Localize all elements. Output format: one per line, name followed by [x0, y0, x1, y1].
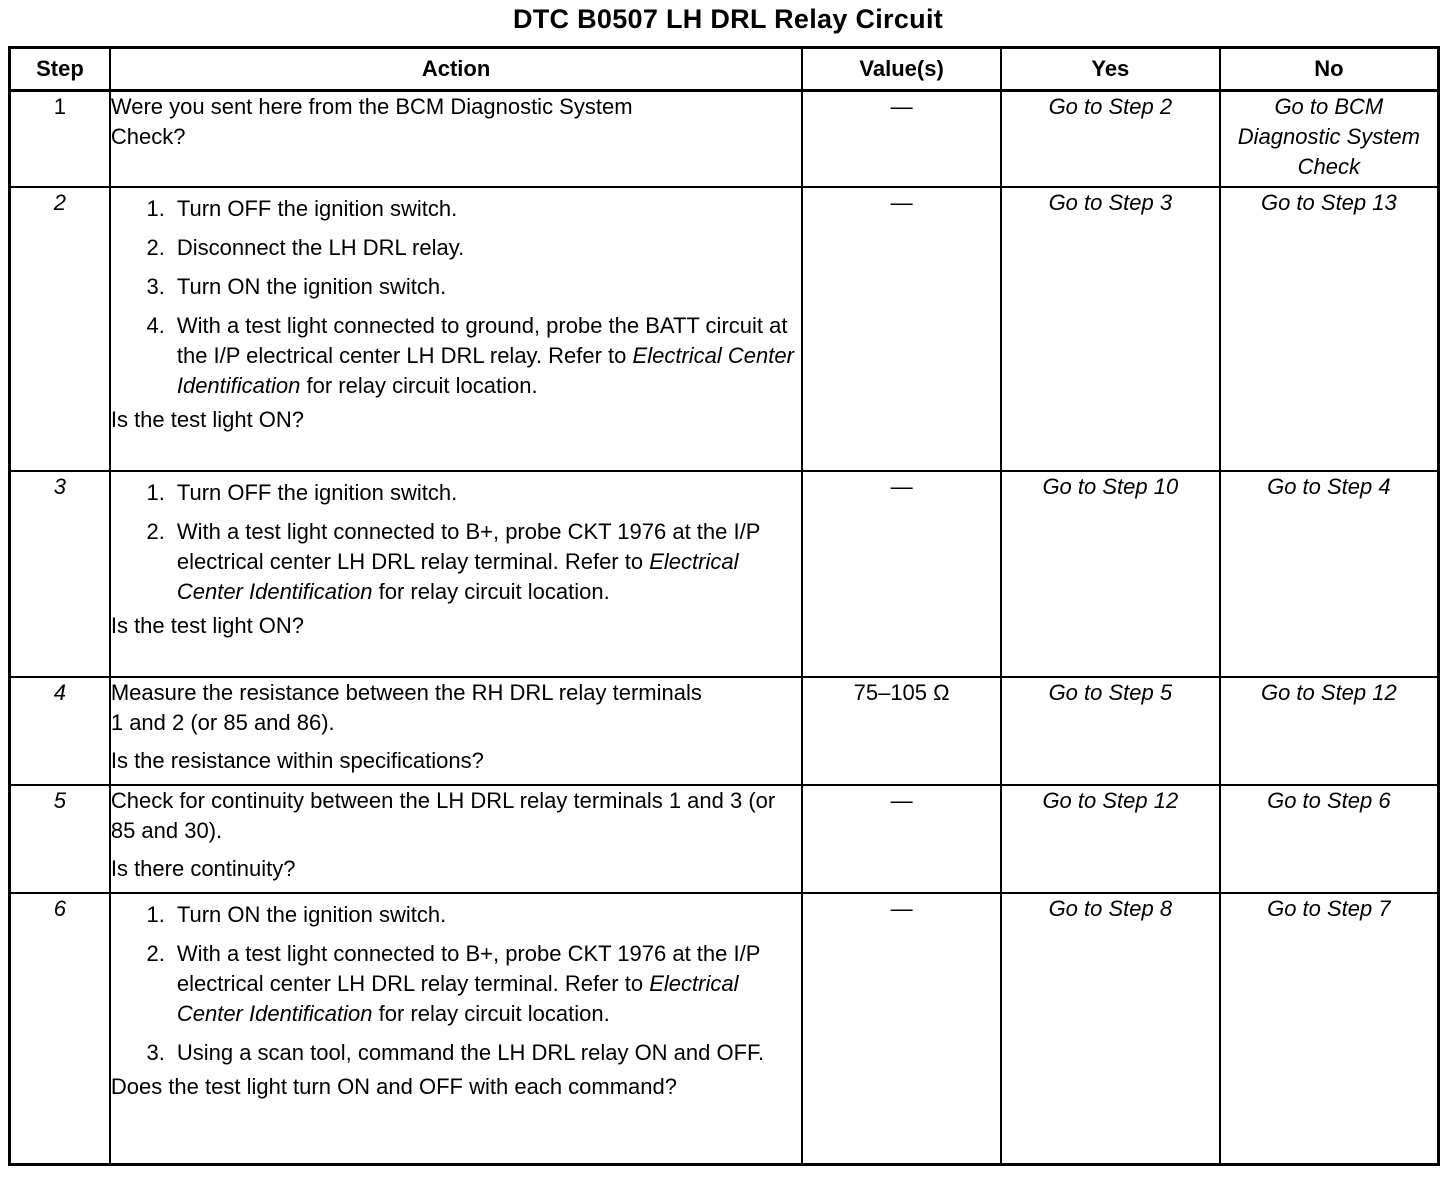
step-number: 6 [10, 893, 110, 1165]
no-cell[interactable] [1220, 91, 1439, 187]
action-cell [110, 471, 802, 677]
yes-cell[interactable]: Go to Step 12 [1001, 785, 1220, 893]
header-step: Step [10, 48, 110, 91]
no-cell[interactable]: Go to Step 7 [1220, 893, 1439, 1165]
action-steps [111, 194, 801, 401]
action-step-text: for relay circuit location. [306, 372, 538, 398]
action-steps [111, 478, 801, 607]
action-question: Is the resistance within specifications? [110, 747, 484, 773]
action-step [177, 517, 801, 607]
value-cell: — [802, 91, 1001, 187]
action-step: Turn OFF the ignition switch. [176, 479, 458, 505]
table-row [10, 785, 1439, 893]
step-number: 1 [10, 91, 110, 187]
action-question: Does the test light turn ON and OFF with each command? [110, 1073, 677, 1099]
table-row [10, 91, 1439, 187]
step-number: 5 [10, 785, 110, 893]
reference-link[interactable]: Electrical Center Identification [176, 342, 794, 398]
action-step: Turn ON the ignition switch. [176, 273, 447, 299]
action-step: Turn OFF the ignition switch. [176, 195, 458, 221]
header-row [10, 48, 1439, 91]
action-step-text: With a test light connected to B+, probe CKT 1976 at the I/P electrical center LH DRL relay terminal. Refer to [176, 518, 760, 574]
table-row [10, 677, 1439, 785]
action-step-text: for relay circuit location. [378, 578, 610, 604]
action-step [177, 311, 801, 401]
action-step-text: for relay circuit location. [378, 1000, 610, 1026]
action-step-text: With a test light connected to ground, probe the BATT circuit at the I/P electrical center LH DRL relay. Refer to [176, 312, 788, 368]
no-cell[interactable]: Go to Step 13 [1220, 187, 1439, 471]
action-text: Measure the resistance between the RH DRL relay terminals 1 and 2 (or 85 and 86). [110, 679, 702, 735]
no-link[interactable]: BCM Diagnostic System Check [1237, 94, 1420, 179]
action-step: Disconnect the LH DRL relay. [176, 234, 465, 260]
header-values: Value(s) [802, 48, 1001, 91]
action-cell [110, 91, 802, 187]
value-cell: — [802, 785, 1001, 893]
reference-link[interactable]: Electrical Center Identification [176, 970, 739, 1026]
action-text: Were you sent here from the BCM Diagnostic System Check? [110, 94, 633, 149]
value-cell: — [802, 187, 1001, 471]
action-step-text: With a test light connected to B+, probe CKT 1976 at the I/P electrical center LH DRL relay terminal. Refer to [176, 940, 760, 996]
header-no: No [1220, 48, 1439, 91]
no-cell[interactable]: Go to Step 6 [1220, 785, 1439, 893]
step-number: 3 [10, 471, 110, 677]
action-question: Is the test light ON? [110, 612, 305, 638]
yes-cell[interactable]: Go to Step 3 [1001, 187, 1220, 471]
action-question: Is there continuity? [110, 855, 296, 881]
action-cell [110, 785, 802, 893]
action-step: Turn ON the ignition switch. [176, 901, 447, 927]
yes-cell[interactable]: Go to Step 8 [1001, 893, 1220, 1165]
value-cell: 75–105 Ω [802, 677, 1001, 785]
no-cell[interactable]: Go to Step 12 [1220, 677, 1439, 785]
table-row [10, 187, 1439, 471]
header-action: Action [110, 48, 802, 91]
action-cell [110, 677, 802, 785]
no-prefix: Go to [1274, 94, 1329, 119]
diagnostic-table [8, 46, 1440, 1166]
action-text: Check for continuity between the LH DRL relay terminals 1 and 3 (or 85 and 30). [110, 787, 776, 843]
step-number: 2 [10, 187, 110, 471]
action-cell [110, 187, 802, 471]
action-question: Is the test light ON? [110, 406, 305, 432]
yes-cell[interactable]: Go to Step 2 [1001, 91, 1220, 187]
page-title: DTC B0507 LH DRL Relay Circuit [512, 4, 944, 34]
table-row [10, 893, 1439, 1165]
action-cell [110, 893, 802, 1165]
yes-cell[interactable]: Go to Step 10 [1001, 471, 1220, 677]
reference-link[interactable]: Electrical Center Identification [176, 548, 739, 604]
value-cell: — [802, 893, 1001, 1165]
header-yes: Yes [1001, 48, 1220, 91]
yes-cell[interactable]: Go to Step 5 [1001, 677, 1220, 785]
value-cell: — [802, 471, 1001, 677]
no-cell[interactable]: Go to Step 4 [1220, 471, 1439, 677]
table-row [10, 471, 1439, 677]
step-number: 4 [10, 677, 110, 785]
action-step: Using a scan tool, command the LH DRL relay ON and OFF. [176, 1039, 765, 1065]
action-steps [111, 900, 801, 1068]
action-step [177, 939, 801, 1029]
